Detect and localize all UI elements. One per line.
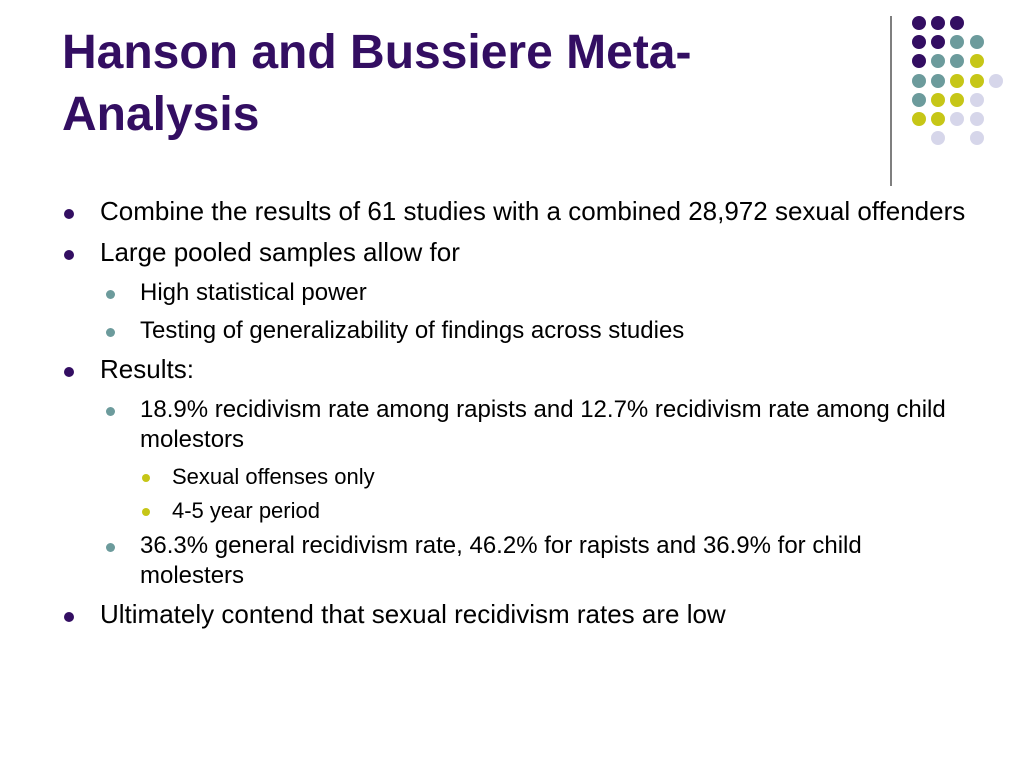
decorative-dot	[912, 35, 926, 49]
decorative-dot	[931, 93, 945, 107]
decorative-dot	[970, 74, 984, 88]
bullet-item	[0, 237, 1024, 267]
bullet-dot-icon	[64, 250, 74, 260]
sub-sub-bullet-item	[0, 497, 1024, 525]
decorative-dot	[912, 54, 926, 68]
decorative-dot	[912, 16, 926, 30]
bullet-item	[0, 354, 1024, 384]
sub-bullet-item	[0, 531, 1024, 591]
decorative-dot	[912, 74, 926, 88]
slide-title-line-1: Hanson and Bussiere Meta-	[62, 26, 692, 79]
bullet-text: Large pooled samples allow for	[100, 237, 460, 267]
decorative-dot	[950, 16, 964, 30]
decorative-dot	[931, 16, 945, 30]
sub-sub-bullet-dot-icon	[142, 474, 150, 482]
sub-bullet-text: 36.3% general recidivism rate, 46.2% for rapists and 36.9% for child molesters	[140, 532, 862, 589]
sub-bullet-text: Testing of generalizability of findings across studies	[140, 317, 685, 344]
sub-bullet-text: 18.9% recidivism rate among rapists and 12.7% recidivism rate among child molestors	[140, 396, 946, 453]
sub-bullet-dot-icon	[106, 407, 115, 416]
decorative-dot	[931, 112, 945, 126]
bullet-dot-icon	[64, 209, 74, 219]
bullet-text: Results:	[100, 354, 194, 384]
decorative-dot	[931, 131, 945, 145]
decorative-dot	[970, 112, 984, 126]
sub-sub-bullet-text: Sexual offenses only	[172, 464, 375, 489]
decorative-dot	[912, 93, 926, 107]
decorative-dot	[931, 35, 945, 49]
decorative-dot	[912, 112, 926, 126]
bullet-list	[0, 196, 1024, 640]
sub-sub-bullet-item	[0, 463, 1024, 491]
decorative-dot	[950, 74, 964, 88]
bullet-item	[0, 196, 1024, 226]
sub-sub-bullet-text: 4-5 year period	[172, 498, 320, 523]
sub-bullet-dot-icon	[106, 290, 115, 299]
sub-bullet-dot-icon	[106, 328, 115, 337]
slide-title-line-2: Analysis	[62, 88, 260, 141]
decorative-dot	[950, 35, 964, 49]
decorative-dot	[970, 54, 984, 68]
decorative-dot	[950, 54, 964, 68]
decorative-dot	[931, 74, 945, 88]
decorative-dot	[950, 93, 964, 107]
bullet-text: Ultimately contend that sexual recidivism rates are low	[100, 599, 726, 629]
bullet-item	[0, 599, 1024, 629]
decorative-dot	[970, 93, 984, 107]
decorative-dot	[989, 74, 1003, 88]
sub-bullet-item	[0, 316, 1024, 346]
bullet-text: Combine the results of 61 studies with a combined 28,972 sexual offenders	[100, 196, 966, 226]
bullet-dot-icon	[64, 612, 74, 622]
decorative-dot	[931, 54, 945, 68]
title-divider-line	[890, 16, 892, 186]
decorative-dot	[970, 35, 984, 49]
sub-bullet-text: High statistical power	[140, 279, 367, 306]
sub-bullet-dot-icon	[106, 543, 115, 552]
sub-bullet-item	[0, 278, 1024, 308]
slide-title	[62, 22, 862, 146]
sub-bullet-item	[0, 395, 1024, 455]
decorative-dot	[950, 112, 964, 126]
decorative-dot	[970, 131, 984, 145]
sub-sub-bullet-dot-icon	[142, 508, 150, 516]
bullet-dot-icon	[64, 367, 74, 377]
